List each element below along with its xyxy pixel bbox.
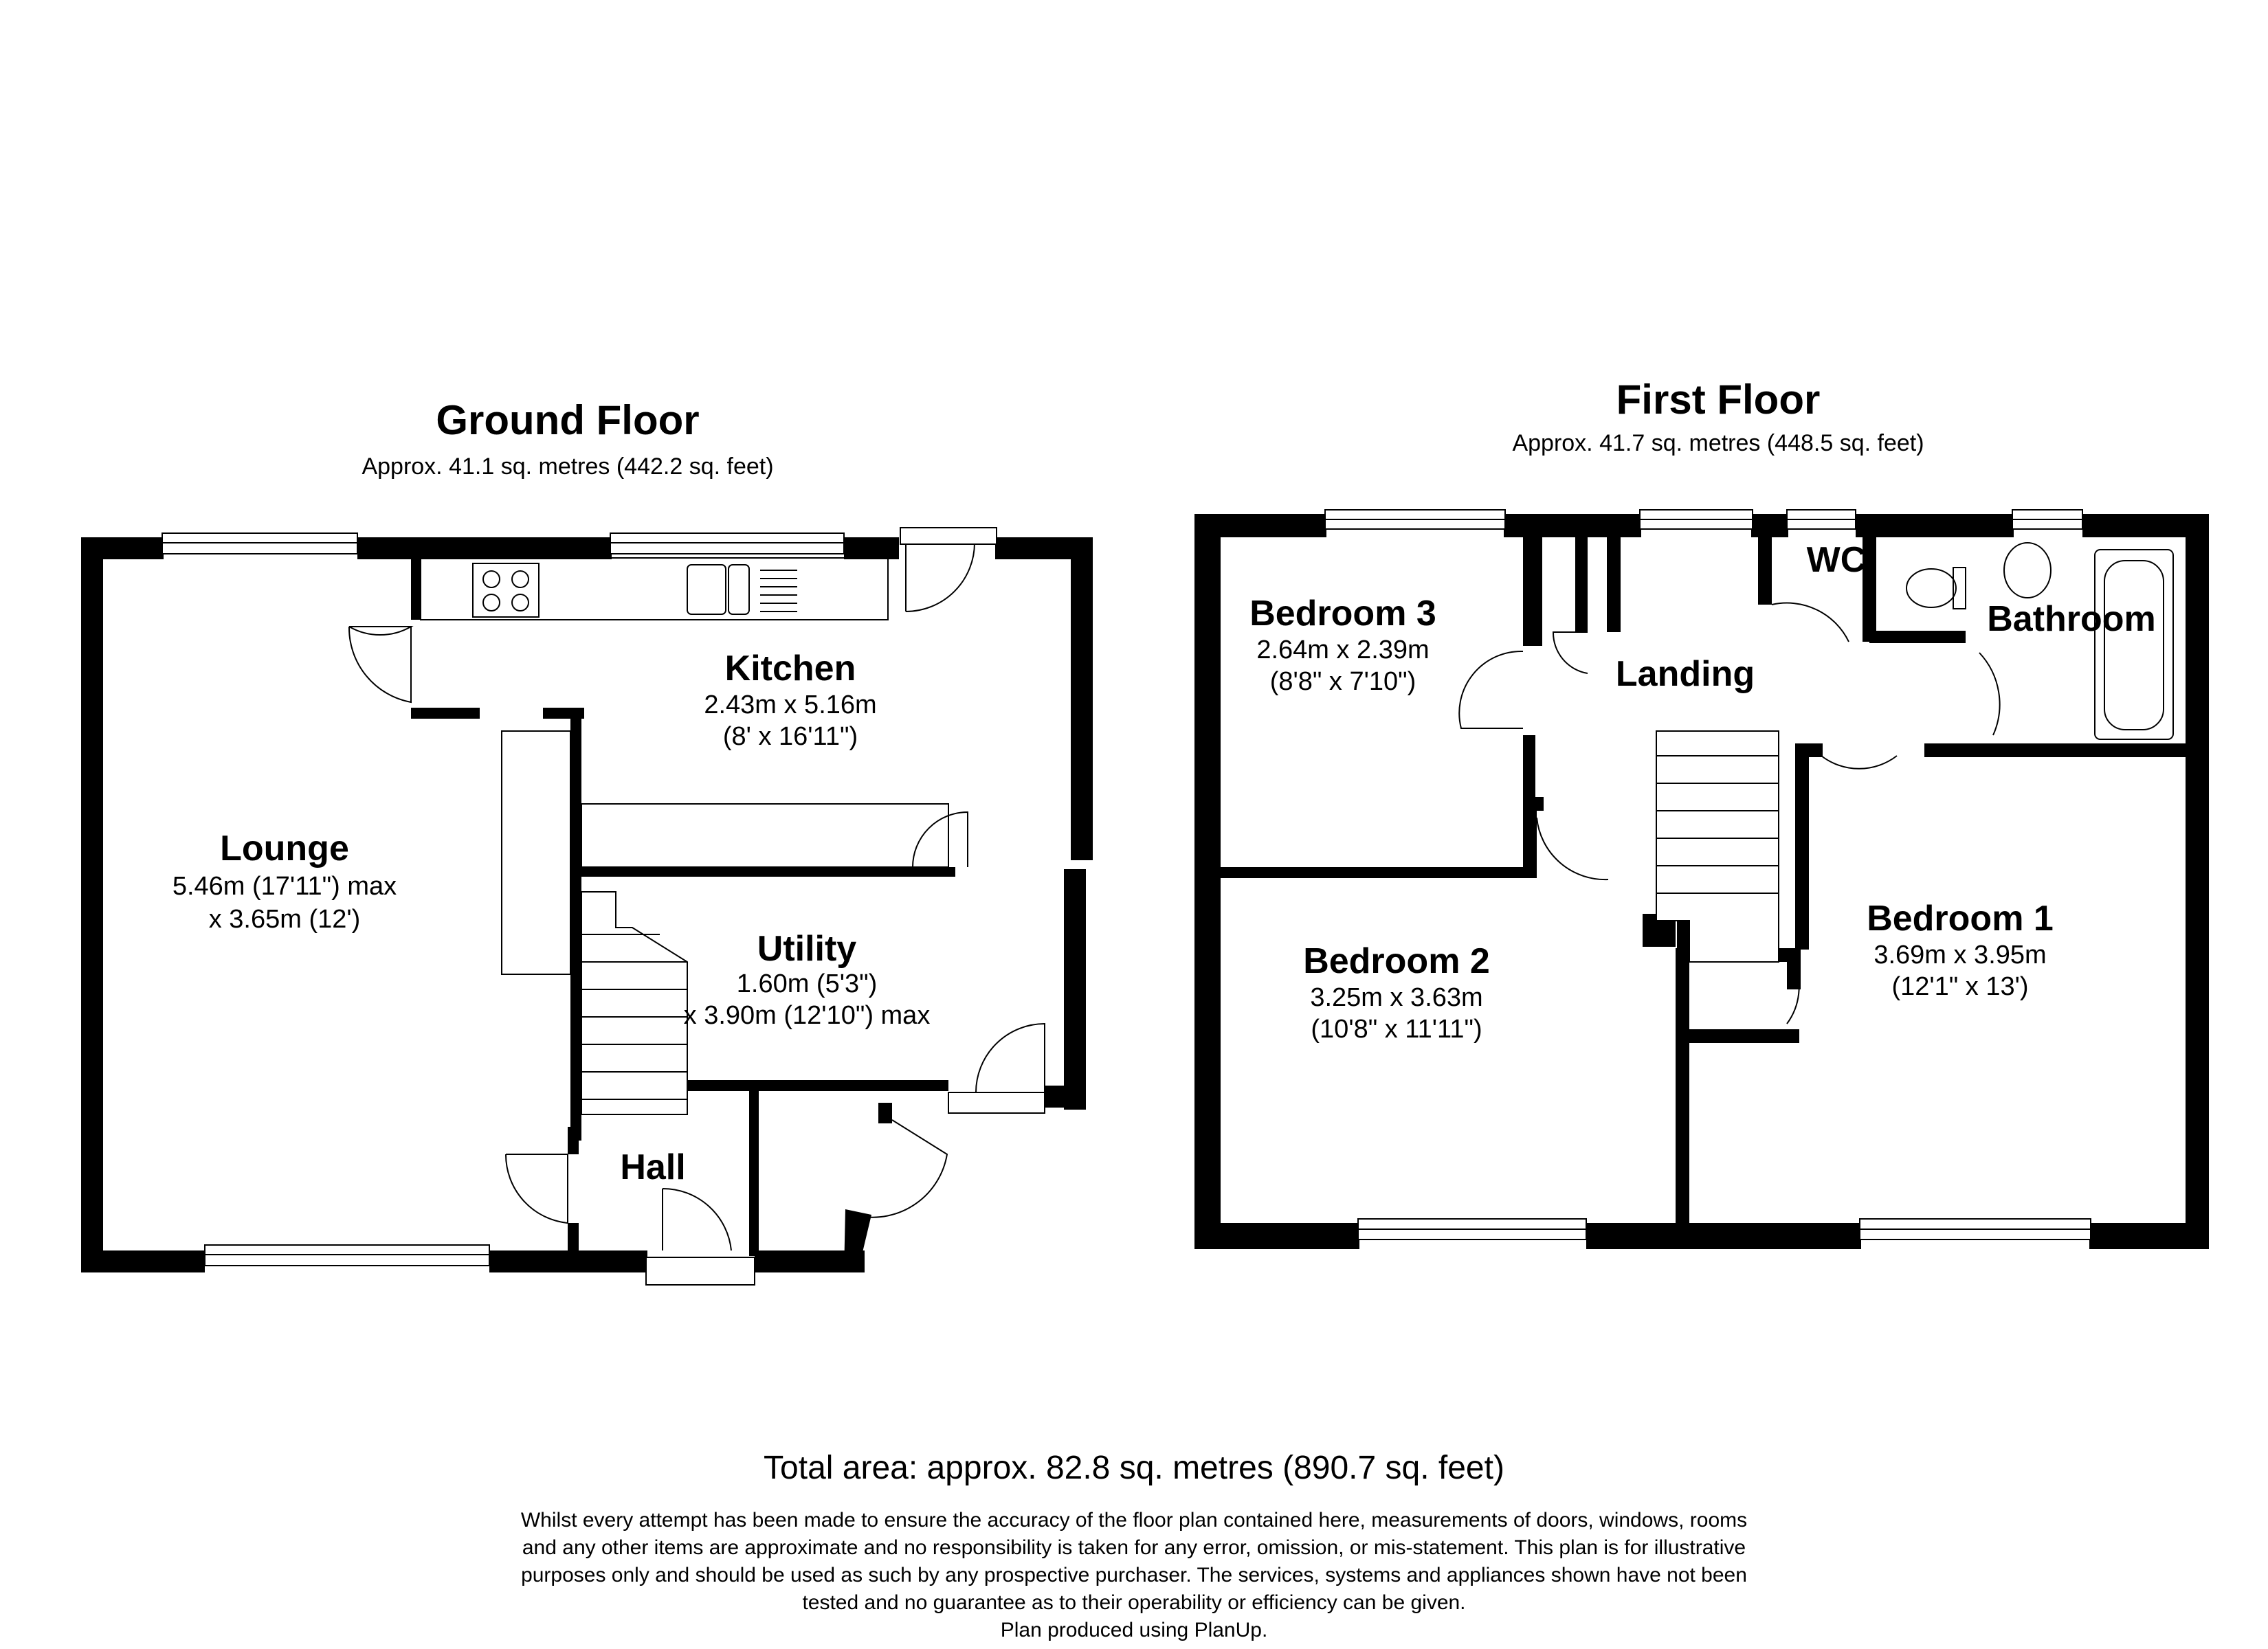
first-floor-title: First Floor [1616,377,1821,423]
sink-bowl [687,565,726,614]
hob-ring [483,594,500,611]
disclaimer-line-3: purposes only and should be used as such by any prospective purchaser. The services, systems and appliances shown have not been [521,1564,1747,1586]
north-wall-segment [844,537,899,559]
basin [2004,543,2051,598]
utility-door-frame [948,1092,1045,1113]
south-wall-segment [81,1250,205,1272]
porch-door [859,1120,947,1218]
bed3-door [1459,651,1523,728]
hob [473,563,539,617]
plan-credit: Plan produced using PlanUp. [1000,1619,1268,1641]
wc-label: WC [1806,540,1867,580]
wc-wall [1758,536,1772,605]
bed1-west-wall [1795,743,1809,950]
bedroom3-dim1: 2.64m x 2.39m [1256,636,1430,664]
ff-south-wall [1194,1223,1359,1249]
wc-door [1772,603,1849,642]
bedroom2-dim1: 3.25m x 3.63m [1310,983,1483,1012]
bathroom-south-wall [1924,743,2199,757]
hall-porch-wall [749,1091,759,1256]
bedroom1-dim2: (12'1" x 13') [1891,972,2029,1001]
wc-pan [1906,569,1956,607]
bathroom-door [1979,653,2000,735]
landing-cupboard-wall [1607,536,1621,632]
bedroom1-dim1: 3.69m x 3.95m [1874,941,2047,969]
ff-south-wall [2089,1223,2209,1249]
utility-dim2: x 3.90m (12'10") max [683,1001,931,1030]
total-area: Total area: approx. 82.8 sq. metres (890.7 sq. feet) [764,1450,1504,1486]
ff-north-wall [1856,514,2014,537]
lounge-kitchen-door [349,627,411,702]
drainer [760,570,797,612]
utility-east-wall [1064,869,1086,1110]
lounge-hall-wall [568,1223,579,1264]
bed1-cupboard-wall [1676,1029,1799,1043]
bed3-bed2-wall [1221,867,1523,878]
kitchen-dim1: 2.43m x 5.16m [704,691,877,719]
front-door [663,1189,731,1250]
north-wall-segment [357,537,612,559]
kitchen-label: Kitchen [724,649,856,688]
bath-inner [2104,561,2164,730]
bathroom-label: Bathroom [1987,599,2156,639]
utility-hall-wall [687,1080,948,1091]
ff-north-wall [1194,514,1326,537]
footer [521,1450,1747,1641]
lounge-hall-wall [568,1127,579,1154]
sink-bowl-small [729,565,749,614]
utility-side-door [976,1024,1045,1092]
lounge-hall-door [506,1154,568,1223]
bedroom3-dim2: (8'8" x 7'10") [1269,667,1416,696]
stair-wall [570,708,581,1141]
disclaimer-line-2: and any other items are approximate and no responsibility is taken for any error, omission, or mis-statement. This plan is for illustrative [522,1536,1746,1559]
landing-label: Landing [1615,654,1755,694]
kitchen-counter [581,804,948,867]
bath [2095,550,2173,739]
kitchen-utility-door [913,812,968,867]
hall-label: Hall [620,1147,686,1187]
porch-door-jamb [878,1103,892,1123]
bed2-landing-wall [1523,797,1544,811]
lounge-alcove [502,731,570,974]
kitchen-back-door [906,543,975,612]
disclaimer-line-1: Whilst every attempt has been made to ensure the accuracy of the floor plan contained here, measurements of doors, windows, rooms [520,1509,1748,1532]
bedroom2-dim2: (10'8" x 11'11") [1311,1015,1482,1044]
wc-cistern [1953,568,1966,609]
lounge-west-wall [81,537,103,1272]
bedroom3-label: Bedroom 3 [1249,594,1436,633]
ground-stairs [581,892,687,1114]
hob-ring [483,571,500,587]
ff-south-wall [1586,1223,1861,1249]
bed2-door [1537,818,1608,879]
first-floor-area: Approx. 41.7 sq. metres (448.5 sq. feet) [1512,430,1924,456]
kitchen-dim2: (8' x 16'11") [722,722,858,751]
hob-ring [512,571,529,587]
first-floor [1194,377,2209,1249]
kitchen-utility-wall [570,867,955,877]
lounge-label: Lounge [220,829,349,868]
bed1-door [1821,756,1897,769]
bedroom2-label: Bedroom 2 [1303,941,1490,981]
bed2-bed1-wall [1676,948,1689,1223]
north-wall-segment [81,537,164,559]
ground-floor [81,397,1093,1285]
lounge-kitchen-wall [411,708,480,719]
ff-east-wall [2186,514,2209,1249]
utility-dim1: 1.60m (5'3") [736,969,878,998]
utility-east-corner [1045,1086,1086,1108]
front-door-frame [646,1257,755,1285]
cupboard-door [1553,632,1588,673]
bed3-landing-wall [1523,536,1542,646]
landing-cupboard-wall [1575,536,1588,632]
lounge-dim1: 5.46m (17'11") max [172,872,397,901]
kitchen-east-wall [1071,537,1093,860]
disclaimer-line-4: tested and no guarantee as to their operability or efficiency can be given. [802,1591,1466,1614]
hob-ring [512,594,529,611]
ff-north-wall [1504,514,1641,537]
utility-label: Utility [757,929,857,969]
kitchen-wall-stub [411,558,421,620]
porch-wall [844,1209,871,1272]
bedroom1-label: Bedroom 1 [1867,899,2054,939]
ff-north-wall [1751,514,1788,537]
ground-floor-title: Ground Floor [436,397,700,443]
back-door-frame [900,528,997,544]
lounge-dim2: x 3.65m (12') [208,905,361,934]
ground-floor-area: Approx. 41.1 sq. metres (442.2 sq. feet) [362,453,774,480]
wc-south-wall [1869,631,1966,643]
ff-west-wall [1194,514,1221,1249]
